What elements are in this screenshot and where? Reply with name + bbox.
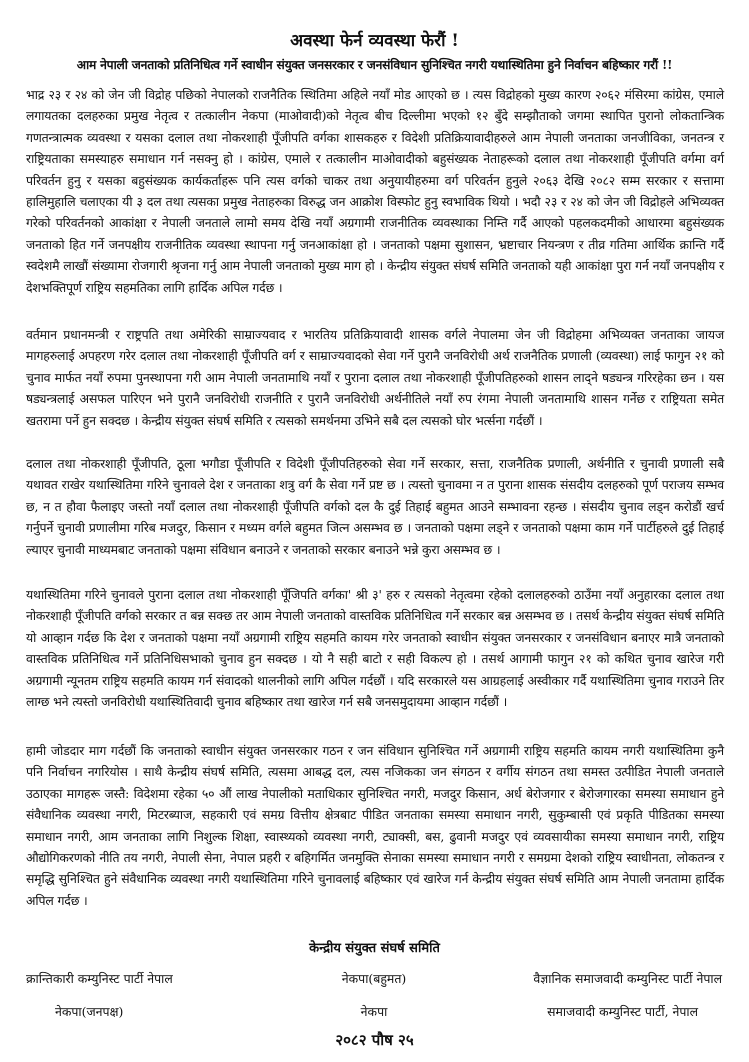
body-paragraph: यथास्थितिमा गरिने चुनावले पुराना दलाल तथा नोकरशाही पूँजिपति वर्गका' श्री ३' हरु र त्यसको नेतृत्वमा रहेको दलालहरुको ठाउँमा नयाँ अनुहारका दलाल तथा नोकरशाही पूँजीपति वर्गको सरकार त बन्न सक्छ तर आम नेपाली जनताको वास्तविक प्रतिनिधित्व गर्ने सरकार बन्न असम्भव छ । तसर्थ केन्द्रीय संयुक्त संघर्ष समिति यो आव्हान गर्दछ कि देश र जनताको पक्षमा नयाँ अग्रगामी राष्ट्रिय सहमति कायम गरेर जनताको स्वाधीन संयुक्त जनसरकार र जनसंविधान बनाएर मात्रै जनताको वास्तविक प्रतिनिधित्व गर्ने प्रतिनिधिसभाको चुनाव हुन सक्दछ । यो नै सही बाटो र सही विकल्प हो । तसर्थ आगामी फागुन २१ को कथित चुनाव खारेज गरी अग्रगामी न्यूनतम राष्ट्रिय सहमति कायम गर्न संवादको थालनीको लागि अपिल गर्दछौं । यदि सरकारले यस आग्रहलाई अस्वीकार गर्दै यथास्थितिमा चुनाव गराउने तिर लाग्छ भने त्यस्तो जनविरोधी यथास्थितिवादी चुनाव बहिष्कार तथा खारेज गर्न सबै जनसमुदायमा आव्हान गर्दछौं । — [26, 587, 724, 710]
signatory-party: वैज्ञानिक समाजवादी कम्युनिस्ट पार्टी नेपाल — [533, 971, 722, 986]
body-paragraph: हामी जोडदार माग गर्दछौं कि जनताको स्वाधीन संयुक्त जनसरकार गठन र जन संविधान सुनिश्चित गर्ने अग्रगामी राष्ट्रिय सहमति कायम नगरी यथास्थितिमा कुनै पनि निर्वाचन नगरियोस । साथै केन्द्रीय संघर्ष समिति, त्यसमा आबद्ध दल, त्यस नजिकका जन संगठन र वर्गीय संगठन तथा समस्त उत्पीडित नेपाली जनताले उठाएका मागहरू जस्तै: विदेशमा रहेका ५० औं लाख नेपालीको मताधिकार सुनिश्चित नगरी, मजदुर किसान, अर्ध बेरोजगार र बेरोजगारका समस्या समाधान हुने संवैधानिक व्यवस्था नगरी, मिटरब्याज, सहकारी एवं समग्र वित्तीय क्षेत्रबाट पीडित जनताका समस्या समाधान नगरी, सुकुम्बासी एवं प्रकृति पीडितका समस्या समाधान नगरी, आम जनताका लागि निशुल्क शिक्षा, स्वास्थ्यको व्यवस्था नगरी, ट्याक्सी, बस, ढुवानी मजदुर एवं व्यवसायीका समस्या समाधान नगरी, राष्ट्रिय औद्योगिकरणको नीति तय नगरी, नेपाली सेना, नेपाल प्रहरी र बहिगर्मित जनमुक्ति सेनाका समस्या समाधान नगरी र समग्रमा देशको राष्ट्रिय स्वाधीनता, लोकतन्त्र र समृद्धि सुनिश्चित हुने संवैधानिक व्यवस्था नगरी यथास्थितिमा गरिने चुनावलाई बहिष्कार एवं खारेज गर्न केन्द्रीय संयुक्त संघर्ष समिति आम नेपाली जनतामा हार्दिक अपिल गर्दछ । — [26, 743, 724, 908]
signatory-party: समाजवादी कम्युनिस्ट पार्टी, नेपाल — [547, 1004, 698, 1019]
signatory-party: नेकपा — [360, 1004, 388, 1019]
document-date: २०८२ पौष २५ — [335, 1031, 414, 1049]
signatory-party: नेकपा(जनपक्ष) — [55, 1004, 124, 1019]
body-paragraph: दलाल तथा नोकरशाही पूँजीपति, ठूला भगौडा पूँजीपति र विदेशी पूँजीपतिहरुको सेवा गर्ने सरकार, सत्ता, राजनैतिक प्रणाली, अर्थनीति र चुनावी प्रणाली सबै यथावत राखेर यथास्थितिमा गरिने चुनावले देश र जनताका शत्रु वर्ग कै सेवा गर्ने प्रष्ट छ । त्यस्तो चुनावमा न त पुराना शासक संसदीय दलहरुको पूर्ण पराजय सम्भव छ, न त हौवा फैलाइए जस्तो नयाँ दलाल तथा नोकरशाही पूँजीपति वर्गको दल कै दुई तिहाई बहुमत आउने सम्भावना रहन्छ । संसदीय चुनाव लड्न करोडौं खर्च गर्नुपर्ने चुनावी प्रणालीमा गरिब मजदुर, किसान र मध्यम वर्गले बहुमत जित्न असम्भव छ । जनताको पक्षमा लड्ने र जनताको पक्षमा काम गर्ने पार्टीहरुले दुई तिहाई ल्याएर चुनावी माध्यमबाट जनताको पक्षमा संविधान बनाउने र जनताको सरकार बनाउने भन्ने कुरा असम्भव छ । — [26, 456, 724, 557]
document-subtitle: आम नेपाली जनताको प्रतिनिधित्व गर्ने स्वाधीन संयुक्त जनसरकार र जनसंविधान सुनिश्चित नगरी यथास्थितिमा हुने निर्वाचन बहिष्कार गरौं !! — [76, 58, 673, 72]
body-paragraph: भाद्र २३ र २४ को जेन जी विद्रोह पछिको नेपालको राजनैतिक स्थितिमा अहिले नयाँ मोड आएको छ । त्यस विद्रोहको मुख्य कारण २०६२ मंसिरमा कांग्रेस, एमाले लगायतका दलहरुका प्रमुख नेतृत्व र तत्कालीन नेकपा (माओवादी)को नेतृत्व बीच दिल्लीमा भएको १२ बुँदे सम्झौताको जगमा स्थापित पुरानो लोकतान्त्रिक गणतन्त्रात्मक व्यवस्था र यसका दलाल तथा नोकरशाही पूँजीपति वर्गका शासकहरु र विदेशी प्रतिक्रियावादीहरुले आम नेपाली जनताका जनजीविका, जनतन्त्र र राष्ट्रियताका समस्याहरु समाधान गर्न नसक्नु हो । कांग्रेस, एमाले र तत्कालीन माओवादीको बहुसंख्यक नेताहरूको दलाल तथा नोकरशाही पूँजीपति वर्गमा वर्ग परिवर्तन हुनु र यसका बहुसंख्यक कार्यकर्ताहरू पनि त्यस वर्गको चाकर तथा अनुयायीहरुमा वर्ग परिवर्तन हुनुले २०६३ देखि २०८२ सम्म सरकार र सत्तामा हालिमुहालि चलाएका यी ३ दल तथा त्यसका प्रमुख नेताहरुका विरुद्ध जन आक्रोश विस्फोट हुनु स्वभाविक थियो । भदौ २३ र २४ को जेन जी विद्रोहले अभिव्यक्त गरेको परिवर्तनको आकांक्षा र नेपाली जनताले लामो समय देखि नयाँ अग्रगामी राजनीतिक व्यवस्थाका निम्ति गर्दै आएको पहलकदमीको आधारमा बहुसंख्यक जनताको हित गर्ने जनपक्षीय राजनीतिक व्यवस्था स्थापना गर्नु जनआकांक्षा हो । जनताको पक्षमा सुशासन, भ्रष्टाचार नियन्त्रण र तीव्र गतिमा आर्थिक क्रान्ति गर्दै स्वदेशमै लाखौं संख्यामा रोजगारी श्रृजना गर्नु आम नेपाली जनताको मुख्य माग हो । केन्द्रीय संयुक्त संघर्ष समिति जनताको यही आकांक्षा पुरा गर्न नयाँ जनपक्षीय र देशभक्तिपूर्ण राष्ट्रिय सहमतिका लागि हार्दिक अपिल गर्दछ । — [26, 87, 724, 295]
body-paragraph: वर्तमान प्रधानमन्त्री र राष्ट्रपति तथा अमेरिकी साम्राज्यवाद र भारतिय प्रतिक्रियावादी शासक वर्गले नेपालमा जेन जी विद्रोहमा अभिव्यक्त जनताका जायज मागहरुलाई अपहरण गरेर दलाल तथा नोकरशाही पूँजीपति वर्ग र साम्राज्यवादको सेवा गर्ने पुरानै जनविरोधी अर्थ राजनैतिक प्रणाली (व्यवस्था) लाई फागुन २१ को चुनाव मार्फत नयाँ रुपमा पुनस्थापना गरी आम नेपाली जनतामाथि नयाँ र पुराना दलाल तथा नोकरशाही पूँजीपतिहरुको शासन लाद्ने षड्यन्त्र गरिरहेका छन । यस षड्यन्त्रलाई असफल पारिएन भने पुरानै जनविरोधी राजनीति र पुरानै जनविरोधी अर्थनीतिले नयाँ रुप रंगमा नेपाली जनतामाथि शासन गर्नेछ र राष्ट्रियता समेत खतरामा पर्ने हुन सक्दछ । केन्द्रीय संयुक्त संघर्ष समिति र त्यसको समर्थनमा उभिने सबै दल त्यसको घोर भर्त्सना गर्दछौं । — [26, 327, 724, 428]
signatory-party: क्रान्तिकारी कम्युनिस्ट पार्टी नेपाल — [26, 971, 173, 986]
signatory-party: नेकपा(बहुमत) — [341, 971, 407, 986]
document-title: अवस्था फेर्न व्यवस्था फेरौं ! — [290, 31, 459, 51]
committee-name: केन्द्रीय संयुक्त संघर्ष समिति — [309, 941, 440, 956]
